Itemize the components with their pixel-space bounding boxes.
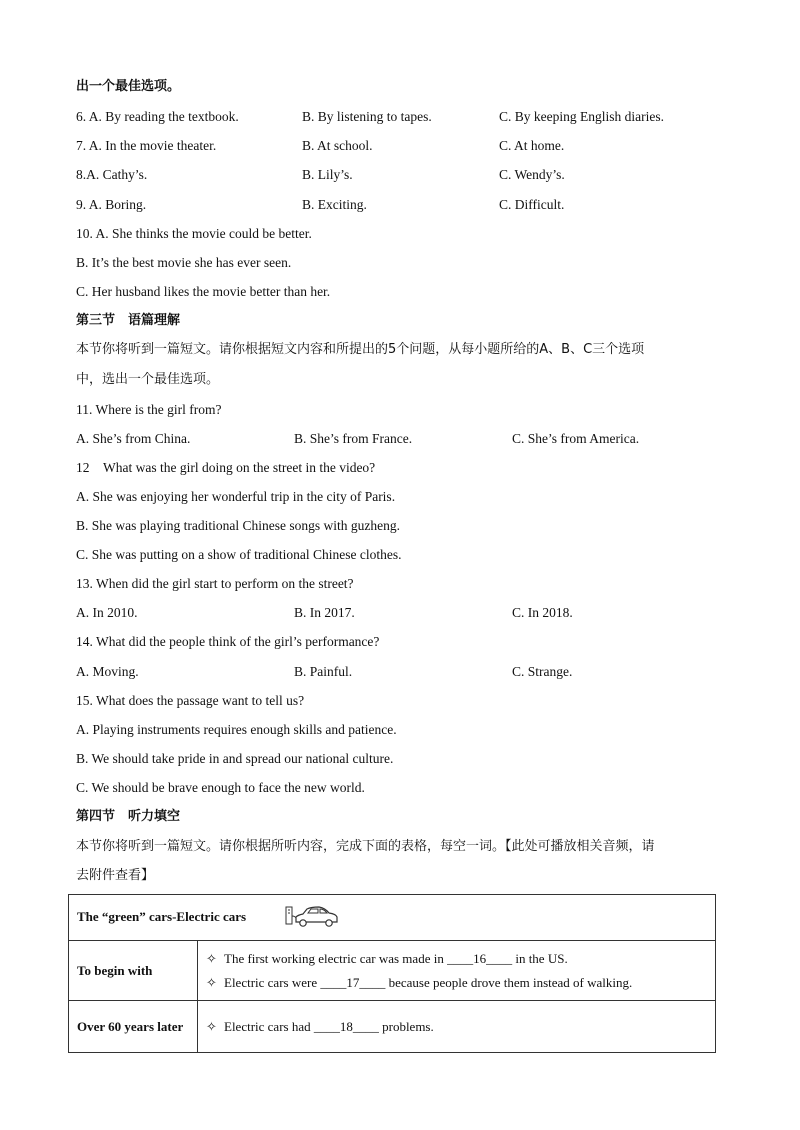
q8-option-c: C. Wendy’s. <box>499 167 565 182</box>
section-3-intro-line-2: 中，选出一个最佳选项。 <box>76 372 220 387</box>
q10-option-a: 10. A. She thinks the movie could be better. <box>76 226 312 241</box>
q12-stem: 12 What was the girl doing on the street in the video? <box>76 460 376 475</box>
q9-option-b: B. Exciting. <box>302 197 367 212</box>
q7-option-b: B. At school. <box>302 138 373 153</box>
q12-option-c: C. She was putting on a show of traditional Chinese clothes. <box>76 547 402 562</box>
table-row <box>69 1001 716 1053</box>
blank-18-sentence: Electric cars had ____18____ problems. <box>224 1018 434 1034</box>
section-4-title: 第四节 听力填空 <box>76 809 181 824</box>
q12-option-a: A. She was enjoying her wonderful trip in the city of Paris. <box>76 489 396 504</box>
q11-option-c: C. She’s from America. <box>512 431 640 446</box>
q10-option-c: C. Her husband likes the movie better than her. <box>76 284 331 299</box>
q8-option-a: 8.A. Cathy’s. <box>76 167 148 182</box>
row-1-content <box>198 941 716 1001</box>
table-title: The “green” cars-Electric cars <box>77 908 247 924</box>
q6-option-a: 6. A. By reading the textbook. <box>76 109 239 124</box>
q12-option-b: B. She was playing traditional Chinese songs with guzheng. <box>76 518 400 533</box>
fill-in-table <box>68 894 716 1053</box>
q11-stem: 11. Where is the girl from? <box>76 402 222 417</box>
section-3-intro-line-1: 本节你将听到一篇短文。请你根据短文内容和所提出的5个问题，从每小题所给的A、B、C三个选项 <box>76 342 645 357</box>
q15-option-a: A. Playing instruments requires enough skills and patience. <box>76 722 397 737</box>
row-2-bullet-1 <box>206 1015 707 1039</box>
q14-option-c: C. Strange. <box>512 664 573 679</box>
q13-stem: 13. When did the girl start to perform on the street? <box>76 576 354 591</box>
q14-stem: 14. What did the people think of the girl’s performance? <box>76 634 380 649</box>
q11-option-b: B. She’s from France. <box>294 431 413 446</box>
q15-option-c: C. We should be brave enough to face the new world. <box>76 780 365 795</box>
row-2-head: Over 60 years later <box>69 1001 198 1053</box>
q13-option-a: A. In 2010. <box>76 605 138 620</box>
table-title-row <box>69 895 716 941</box>
table-row <box>69 941 716 1001</box>
q11-option-a: A. She’s from China. <box>76 431 191 446</box>
q15-option-b: B. We should take pride in and spread our national culture. <box>76 751 394 766</box>
section-3-title: 第三节 语篇理解 <box>76 313 181 328</box>
row-1-head: To begin with <box>69 941 198 1001</box>
bullet-star-icon: ✧ <box>206 1018 217 1034</box>
section-4-intro-line-2: 去附件查看】 <box>76 868 155 883</box>
bullet-star-icon: ✧ <box>206 974 217 990</box>
q13-option-b: B. In 2017. <box>294 605 355 620</box>
q7-option-a: 7. A. In the movie theater. <box>76 138 217 153</box>
blank-16-sentence: The first working electric car was made in ____16____ in the US. <box>224 950 568 966</box>
q9-option-c: C. Difficult. <box>499 197 565 212</box>
q14-option-a: A. Moving. <box>76 664 139 679</box>
q7-option-c: C. At home. <box>499 138 565 153</box>
row-2-content <box>198 1001 716 1053</box>
q13-option-c: C. In 2018. <box>512 605 573 620</box>
q8-option-b: B. Lily’s. <box>302 167 353 182</box>
q6-option-c: C. By keeping English diaries. <box>499 109 664 124</box>
blank-17-sentence: Electric cars were ____17____ because people drove them instead of walking. <box>224 974 633 990</box>
section-intro-tail: 出一个最佳选项。 <box>76 79 181 94</box>
q9-option-a: 9. A. Boring. <box>76 197 147 212</box>
q6-option-b: B. By listening to tapes. <box>302 109 432 124</box>
table-title-cell <box>69 895 716 941</box>
q14-option-b: B. Painful. <box>294 664 353 679</box>
car-icon <box>285 904 339 932</box>
q10-option-b: B. It’s the best movie she has ever seen. <box>76 255 292 270</box>
row-1-bullet-1 <box>206 947 707 971</box>
section-4-intro-line-1: 本节你将听到一篇短文。请你根据所听内容，完成下面的表格，每空一词。【此处可播放相关音频，请 <box>76 839 655 854</box>
q15-stem: 15. What does the passage want to tell us? <box>76 693 305 708</box>
row-1-bullet-2 <box>206 971 707 995</box>
bullet-star-icon: ✧ <box>206 950 217 966</box>
